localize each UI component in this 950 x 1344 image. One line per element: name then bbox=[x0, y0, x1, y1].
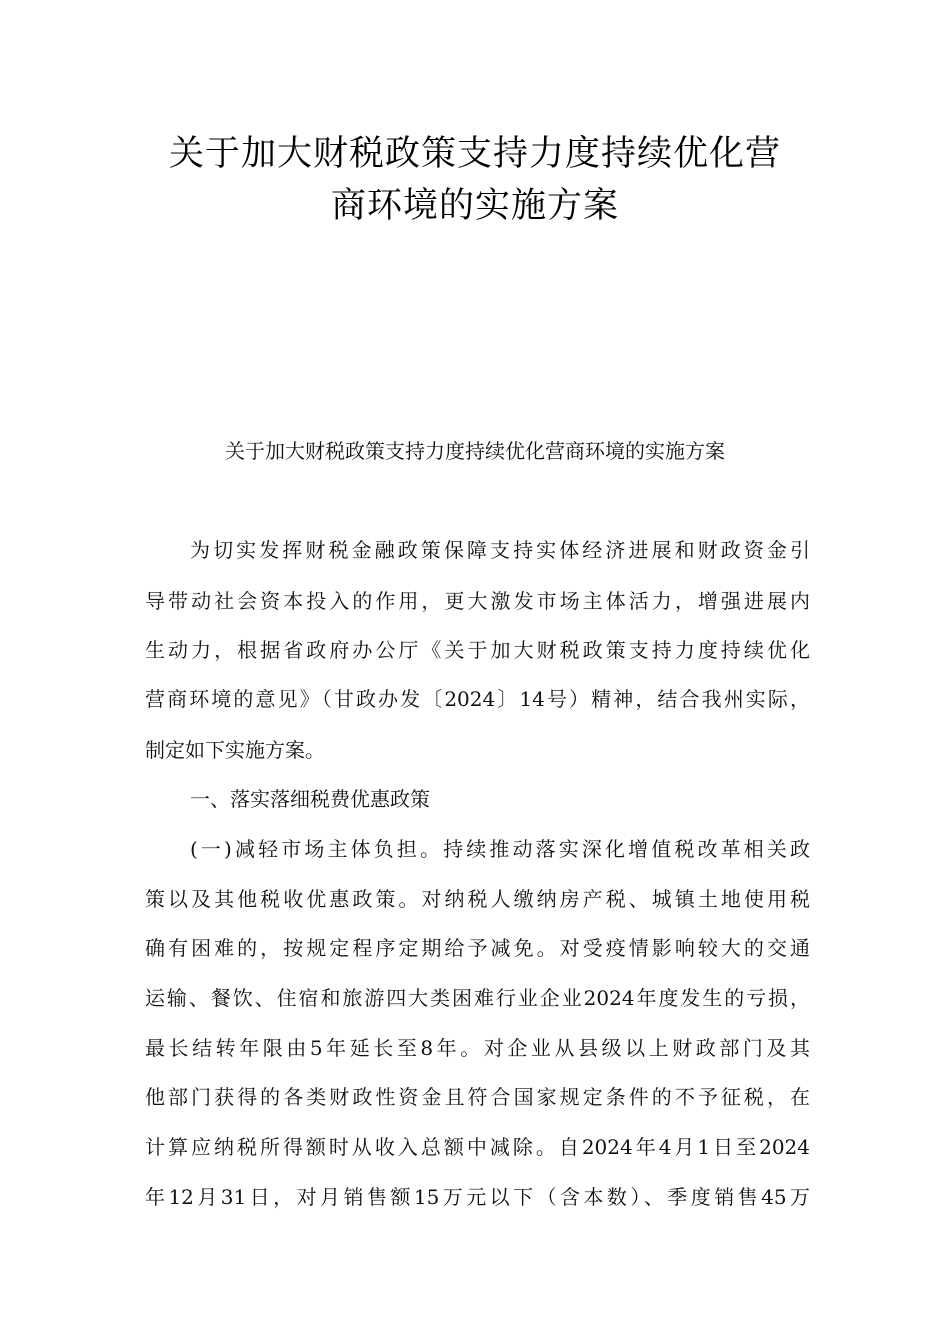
body-line: 他部门获得的各类财政性资金且符合国家规定条件的不予征税，在 bbox=[145, 1085, 810, 1109]
body-line: 导带动社会资本投入的作用，更大激发市场主体活力，增强进展内 bbox=[145, 589, 810, 613]
body-line: 确有困难的，按规定程序定期给予减免。对受疫情影响较大的交通 bbox=[145, 936, 810, 960]
body-line: 最长结转年限由5年延长至8年。对企业从县级以上财政部门及其 bbox=[145, 1036, 810, 1060]
title-line: 关于加大财税政策支持力度持续优化营 bbox=[168, 134, 781, 174]
section-heading: 一、落实落细税费优惠政策 bbox=[190, 787, 430, 811]
body-line: 运输、餐饮、住宿和旅游四大类困难行业企业2024年度发生的亏损， bbox=[145, 986, 810, 1010]
document-subtitle: 关于加大财税政策支持力度持续优化营商环境的实施方案 bbox=[225, 439, 725, 463]
body-line: (一)减轻市场主体负担。持续推动落实深化增值税改革相关政 bbox=[190, 837, 810, 861]
body-line: 策以及其他税收优惠政策。对纳税人缴纳房产税、城镇土地使用税 bbox=[145, 887, 810, 911]
document-title bbox=[100, 128, 850, 232]
body-line: 为切实发挥财税金融政策保障支持实体经济进展和财政资金引 bbox=[190, 538, 810, 562]
body-line: 营商环境的意见》（甘政办发〔2024〕14号）精神，结合我州实际， bbox=[145, 687, 810, 711]
body-line: 生动力，根据省政府办公厅《关于加大财税政策支持力度持续优化 bbox=[145, 638, 810, 662]
title-line: 商环境的实施方案 bbox=[330, 186, 619, 226]
body-line: 年12月31日，对月销售额15万元以下（含本数）、季度销售45万 bbox=[145, 1185, 810, 1209]
body-line: 制定如下实施方案。 bbox=[145, 738, 325, 762]
body-line: 计算应纳税所得额时从收入总额中减除。自2024年4月1日至2024 bbox=[145, 1135, 810, 1159]
